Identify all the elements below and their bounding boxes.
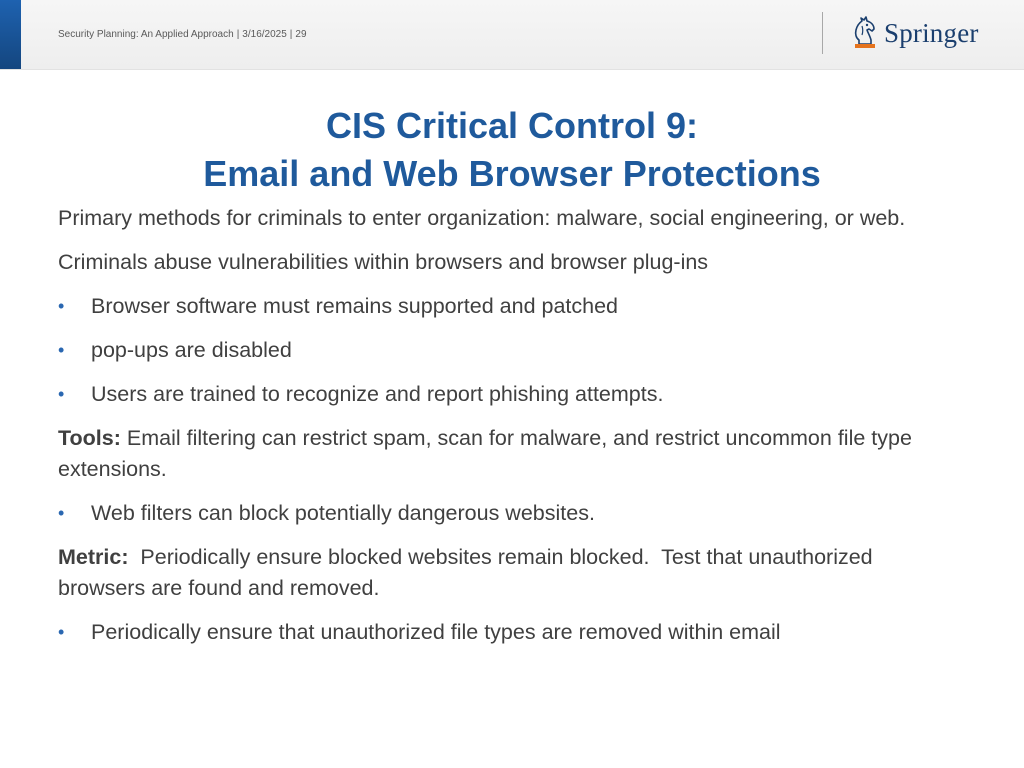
springer-logo (850, 14, 980, 54)
header-separator: | (289, 29, 293, 40)
title-line-2: Email and Web Browser Protections (203, 153, 821, 194)
slide-header (0, 0, 1024, 70)
tools-label: Tools: (58, 426, 121, 450)
header-separator: | (236, 29, 240, 40)
logo-text: Springer (884, 18, 979, 48)
header-info (58, 29, 307, 40)
paragraph-metric (58, 542, 963, 604)
header-divider (822, 12, 823, 54)
bullet-text: Periodically ensure that unauthorized file types are removed within email (91, 620, 781, 644)
slide-title (0, 102, 1024, 198)
bullet-icon: • (58, 622, 65, 642)
paragraph-criminals-abuse: Criminals abuse vulnerabilities within browsers and browser plug-ins (58, 250, 709, 274)
slide-date: 3/16/2025 (242, 29, 287, 40)
metric-label: Metric: (58, 545, 129, 569)
bullet-item (58, 498, 963, 529)
bullet-icon: • (58, 296, 65, 316)
source-title: Security Planning: An Applied Approach (58, 29, 234, 40)
bullet-icon: • (58, 503, 65, 523)
bullet-item (58, 335, 963, 366)
title-line-1: CIS Critical Control 9: (325, 105, 699, 146)
bullet-icon: • (58, 340, 65, 360)
bullet-item (58, 379, 963, 410)
paragraph-primary-methods: Primary methods for criminals to enter organization: malware, social engineering, or web. (58, 206, 906, 230)
slide-body (58, 203, 963, 661)
metric-text: Periodically ensure blocked websites remain blocked. Test that unauthorized browsers are found and removed. (58, 545, 879, 600)
bullet-text: Browser software must remains supported and patched (91, 294, 619, 318)
bullet-text: pop-ups are disabled (91, 338, 292, 362)
header-accent-bar (0, 0, 21, 69)
bullet-item (58, 617, 963, 648)
springer-horse-chess-knight-icon (850, 14, 880, 50)
bullet-item (58, 291, 963, 322)
page-number: 29 (295, 29, 307, 40)
bullet-text: Users are trained to recognize and report phishing attempts. (91, 382, 664, 406)
bullet-icon: • (58, 384, 65, 404)
paragraph-tools (58, 423, 963, 485)
tools-text: Email filtering can restrict spam, scan for malware, and restrict uncommon file type extensions. (58, 426, 912, 481)
bullet-text: Web filters can block potentially dangerous websites. (91, 501, 595, 525)
